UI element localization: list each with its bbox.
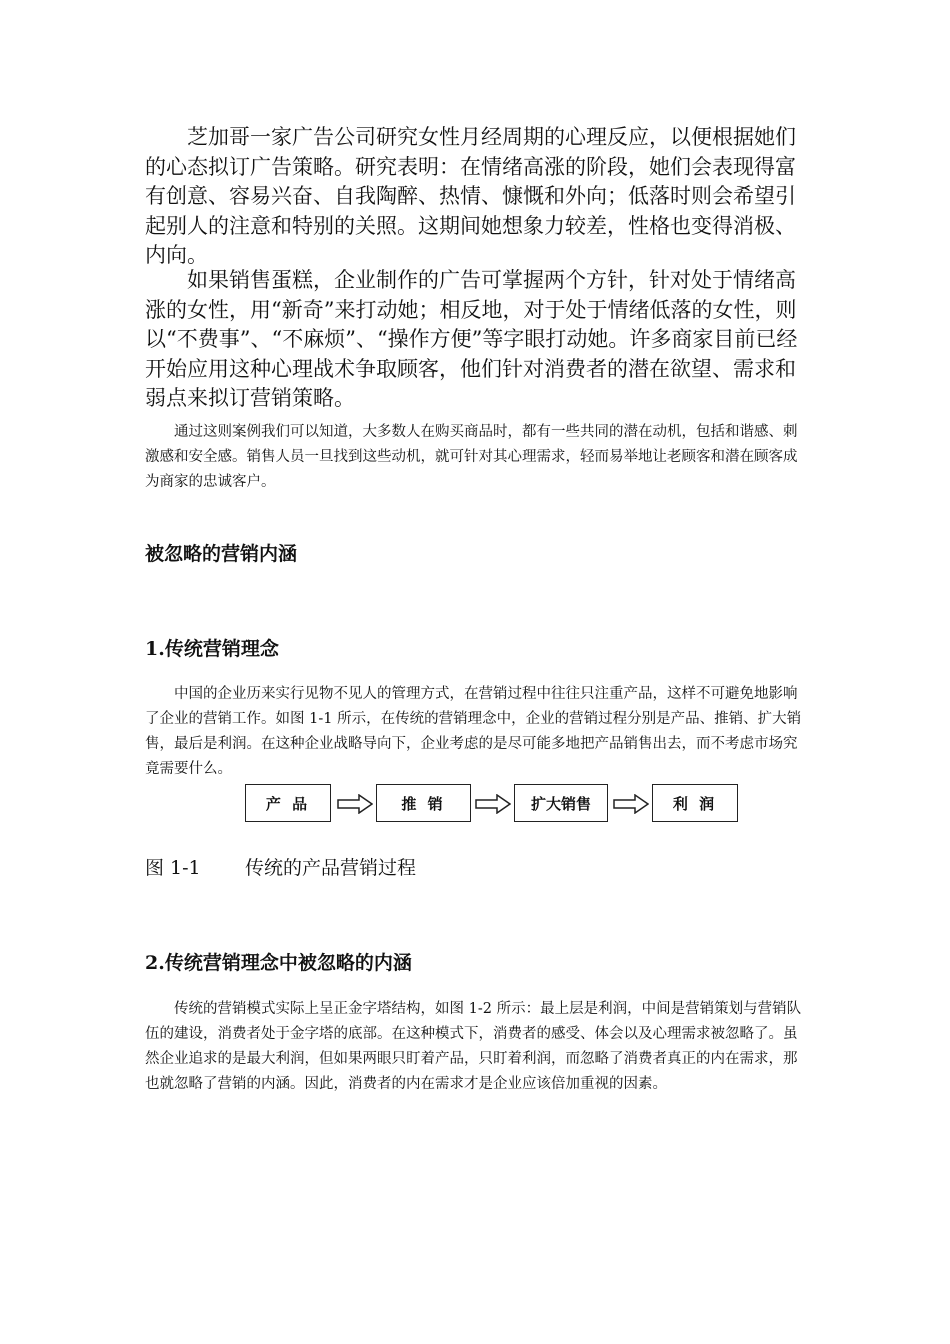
step-profit: 利 润	[652, 784, 738, 822]
figure-title: 传统的产品营销过程	[245, 857, 417, 879]
paragraph-cake-advertising: 如果销售蛋糕，企业制作的广告可掌握两个方针，针对处于情绪高涨的女性，用“新奇”来打动她；相反地，对于处于情绪低落的女性，则以“不费事”、“不麻烦”、“操作方便”等字眼打动她。许多商家目前已经开始应用这种心理战术争取顾客，他们针对消费者的潜在欲望、需求和弱点来拟订营销策略。	[145, 268, 798, 410]
right-arrow-icon	[337, 794, 373, 814]
figure-number: 图 1-1	[145, 857, 201, 879]
section-heading: 被忽略的营销内涵	[145, 543, 298, 565]
step-promotion: 推 销	[376, 784, 471, 822]
subheading-traditional-marketing: 1.传统营销理念	[145, 638, 279, 660]
right-arrow-icon	[613, 794, 649, 814]
paragraph-case-study: 芝加哥一家广告公司研究女性月经周期的心理反应，以便根据她们的心态拟订广告策略。研究表明：在情绪高涨的阶段，她们会表现得富有创意、容易兴奋、自我陶醉、热情、慷慨和外向；低落时则会希望引起别人的注意和特别的关照。这期间她想象力较差，性格也变得消极、内向。	[145, 125, 796, 267]
marketing-process-diagram	[245, 784, 745, 828]
right-arrow-icon	[475, 794, 511, 814]
paragraph-case-conclusion: 通过这则案例我们可以知道，大多数人在购买商品时，都有一些共同的潜在动机，包括和谐感、刺激感和安全感。销售人员一旦找到这些动机，就可针对其心理需求，轻而易举地让老顾客和潜在顾客成为商家的忠诚客户。	[145, 424, 798, 490]
paragraph-pyramid-model: 传统的营销模式实际上呈正金字塔结构，如图 1-2 所示：最上层是利润，中间是营销策划与营销队伍的建设，消费者处于金字塔的底部。在这种模式下，消费者的感受、体会以及心理需求被忽略了。虽然企业追求的是最大利润，但如果两眼只盯着产品，只盯着利润，而忽略了消费者真正的内在需求，那也就忽略了营销的内涵。因此，消费者的内在需求才是企业应该倍加重视的因素。	[145, 1001, 802, 1092]
figure-caption	[145, 855, 416, 881]
step-product: 产 品	[245, 784, 331, 822]
paragraph-traditional-marketing: 中国的企业历来实行见物不见人的管理方式，在营销过程中往往只注重产品，这样不可避免地影响了企业的营销工作。如图 1-1 所示，在传统的营销理念中，企业的营销过程分别是产品、推销、扩大销售，最后是利润。在这种企业战略导向下，企业考虑的是尽可能多地把产品销售出去，而不考虑市场究竟需要什么。	[145, 686, 802, 777]
subheading-neglected-connotation: 2.传统营销理念中被忽略的内涵	[145, 952, 412, 974]
step-expand-sales: 扩大销售	[514, 784, 608, 822]
